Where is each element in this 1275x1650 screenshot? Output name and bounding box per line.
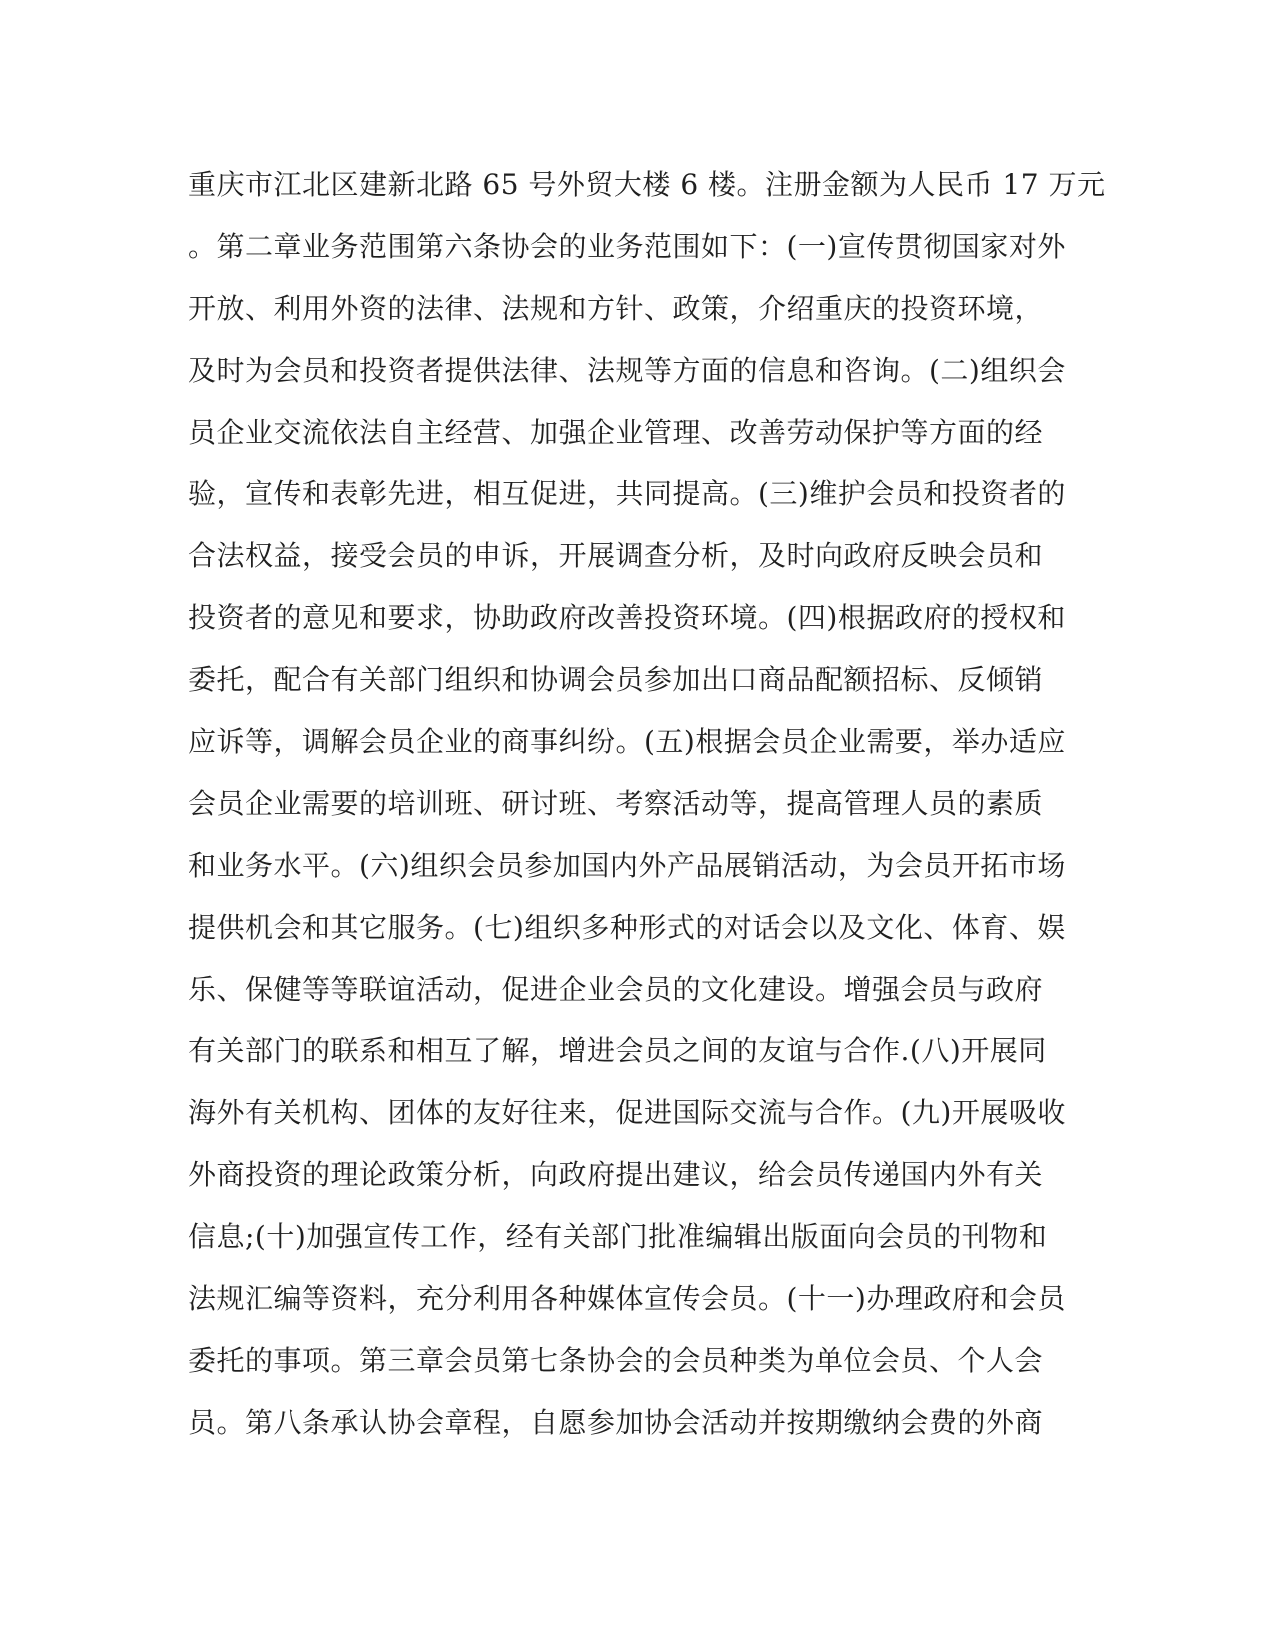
text-line: 法规汇编等资料，充分利用各种媒体宣传会员。(十一)办理政府和会员 — [188, 1282, 1066, 1316]
text-line: 员。第八条承认协会章程，自愿参加协会活动并按期缴纳会费的外商 — [188, 1405, 1044, 1439]
text-line: 投资者的意见和要求，协助政府改善投资环境。(四)根据政府的授权和 — [188, 601, 1066, 635]
text-line: 有关部门的联系和相互了解，增进会员之间的友谊与合作.(八)开展同 — [188, 1034, 1047, 1068]
text-line: 和业务水平。(六)组织会员参加国内外产品展销活动，为会员开拓市场 — [188, 848, 1066, 882]
text-line: 会员企业需要的培训班、研讨班、考察活动等，提高管理人员的素质 — [188, 786, 1044, 820]
text-line: 海外有关机构、团体的友好往来，促进国际交流与合作。(九)开展吸收 — [188, 1096, 1066, 1130]
text-line: 委托的事项。第三章会员第七条协会的会员种类为单位会员、个人会 — [188, 1343, 1044, 1377]
text-line: 合法权益，接受会员的申诉，开展调查分析，及时向政府反映会员和 — [188, 539, 1044, 573]
text-line: 提供机会和其它服务。(七)组织多种形式的对话会以及文化、体育、娱 — [188, 910, 1066, 944]
text-line: 验，宣传和表彰先进，相互促进，共同提高。(三)维护会员和投资者的 — [188, 477, 1066, 511]
text-line: 外商投资的理论政策分析，向政府提出建议，给会员传递国内外有关 — [188, 1158, 1044, 1192]
text-line: 乐、保健等等联谊活动，促进企业会员的文化建设。增强会员与政府 — [188, 972, 1044, 1006]
text-line: 及时为会员和投资者提供法律、法规等方面的信息和咨询。(二)组织会 — [188, 353, 1066, 387]
body-text — [188, 159, 1106, 1459]
text-line: 委托，配合有关部门组织和协调会员参加出口商品配额招标、反倾销 — [188, 663, 1044, 697]
text-line: 开放、利用外资的法律、法规和方针、政策，介绍重庆的投资环境， — [188, 291, 1044, 325]
text-line: 信息;(十)加强宣传工作，经有关部门批准编辑出版面向会员的刊物和 — [188, 1220, 1048, 1254]
text-line: 。第二章业务范围第六条协会的业务范围如下：(一)宣传贯彻国家对外 — [188, 229, 1066, 263]
text-line: 重庆市江北区建新北路 65 号外贸大楼 6 楼。注册金额为人民币 17 万元 — [188, 168, 1106, 201]
text-line: 应诉等，调解会员企业的商事纠纷。(五)根据会员企业需要，举办适应 — [188, 725, 1066, 759]
text-line: 员企业交流依法自主经营、加强企业管理、改善劳动保护等方面的经 — [188, 415, 1044, 449]
